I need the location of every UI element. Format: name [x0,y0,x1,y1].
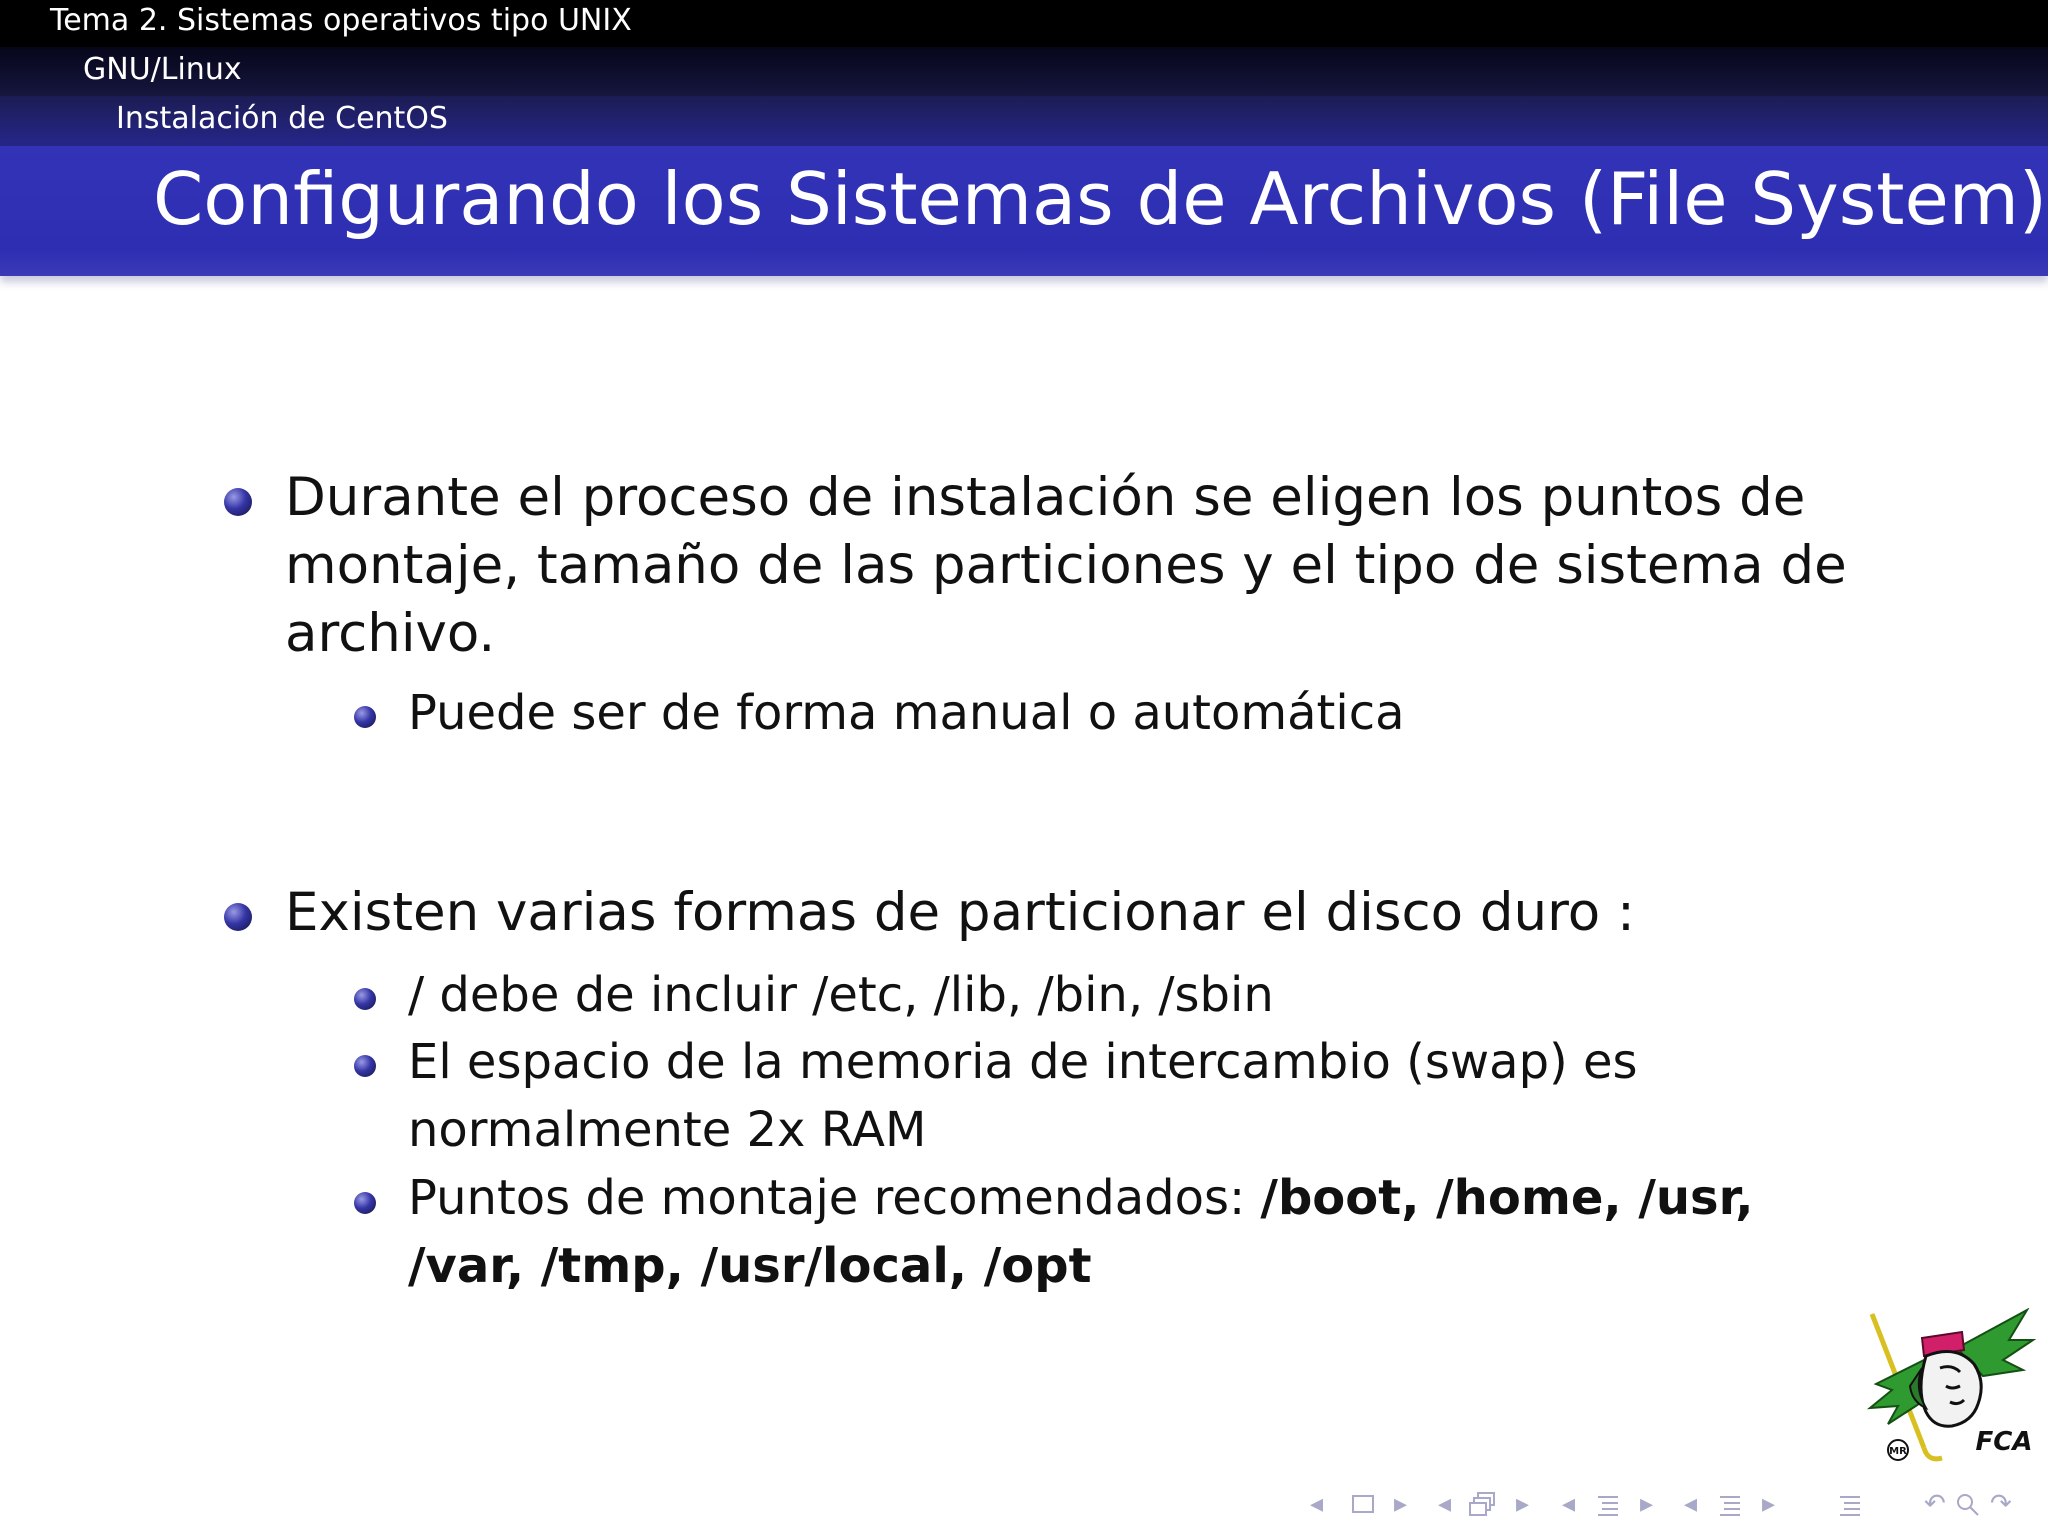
breadcrumb-subsection-label[interactable]: GNU/Linux [83,52,242,87]
bullet-1-line-3: archivo. [285,603,496,664]
arrow-right-icon[interactable]: ▸ [1762,1489,1776,1519]
mount-points-lead: Puntos de montaje recomendados: [408,1170,1261,1226]
arrow-left-icon[interactable]: ◂ [1684,1489,1698,1519]
frame-title-bar [0,146,2048,276]
sub-bullet-marker [354,988,376,1010]
search-icon[interactable] [1956,1493,1980,1517]
breadcrumb-section-label[interactable]: Tema 2. Sistemas operativos tipo UNIX [50,3,632,38]
section-icon[interactable] [1718,1494,1742,1516]
redo-icon[interactable]: ↷ [1990,1489,2012,1519]
bullet-1-line-1: Durante el proceso de instalación se eligen los puntos de [285,467,1806,528]
logo-staff-hook [1924,1448,1942,1459]
arrow-left-icon[interactable]: ◂ [1438,1489,1452,1519]
sub-bullet-marker [354,1055,376,1077]
mount-points-bold-1: /boot, /home, /usr, [1260,1170,1754,1226]
breadcrumb-subsection[interactable] [0,47,2048,96]
registered-mark: MR [1889,1446,1907,1457]
arrow-left-icon[interactable]: ◂ [1562,1489,1576,1519]
breadcrumb-section[interactable] [0,0,2048,47]
arrow-right-icon[interactable]: ▸ [1640,1489,1654,1519]
bullet-1-line-2: montaje, tamaño de las particiones y el tipo de sistema de [285,535,1847,596]
sub-bullet-marker [354,1192,376,1214]
sub-bullet-2-1: / debe de incluir /etc, /lib, /bin, /sbin [408,967,1274,1023]
sub-bullet-2-3-line-1 [408,1164,1753,1232]
mount-points-bold-2: /var, /tmp, /usr/local, /opt [408,1238,1092,1294]
undo-icon[interactable]: ↶ [1924,1489,1946,1519]
arrow-right-icon[interactable]: ▸ [1516,1489,1530,1519]
subsection-icon[interactable] [1468,1492,1498,1518]
sub-bullet-2-2-line-2: normalmente 2x RAM [408,1102,927,1158]
bullet-2-line-1: Existen varias formas de particionar el disco duro : [285,882,1635,943]
logo-initials: FCA [1975,1427,2033,1457]
section-icon[interactable] [1596,1494,1620,1516]
bullet-marker [224,488,252,516]
bullet-marker [224,903,252,931]
arrow-left-icon[interactable]: ◂ [1310,1489,1324,1519]
breadcrumb-subsubsection[interactable] [0,96,2048,146]
fca-logo [1862,1308,2042,1468]
frame-icon[interactable] [1352,1495,1374,1513]
page-title: Configurando los Sistemas de Archivos (File System) [153,157,2047,241]
breadcrumb-subsubsection-label[interactable]: Instalación de CentOS [116,101,448,136]
sub-bullet-1-1: Puede ser de forma manual o automática [408,685,1405,741]
arrow-right-icon[interactable]: ▸ [1394,1489,1408,1519]
outline-icon[interactable] [1838,1494,1862,1516]
sub-bullet-2-2-line-1: El espacio de la memoria de intercambio (swap) es [408,1034,1638,1090]
sub-bullet-marker [354,706,376,728]
